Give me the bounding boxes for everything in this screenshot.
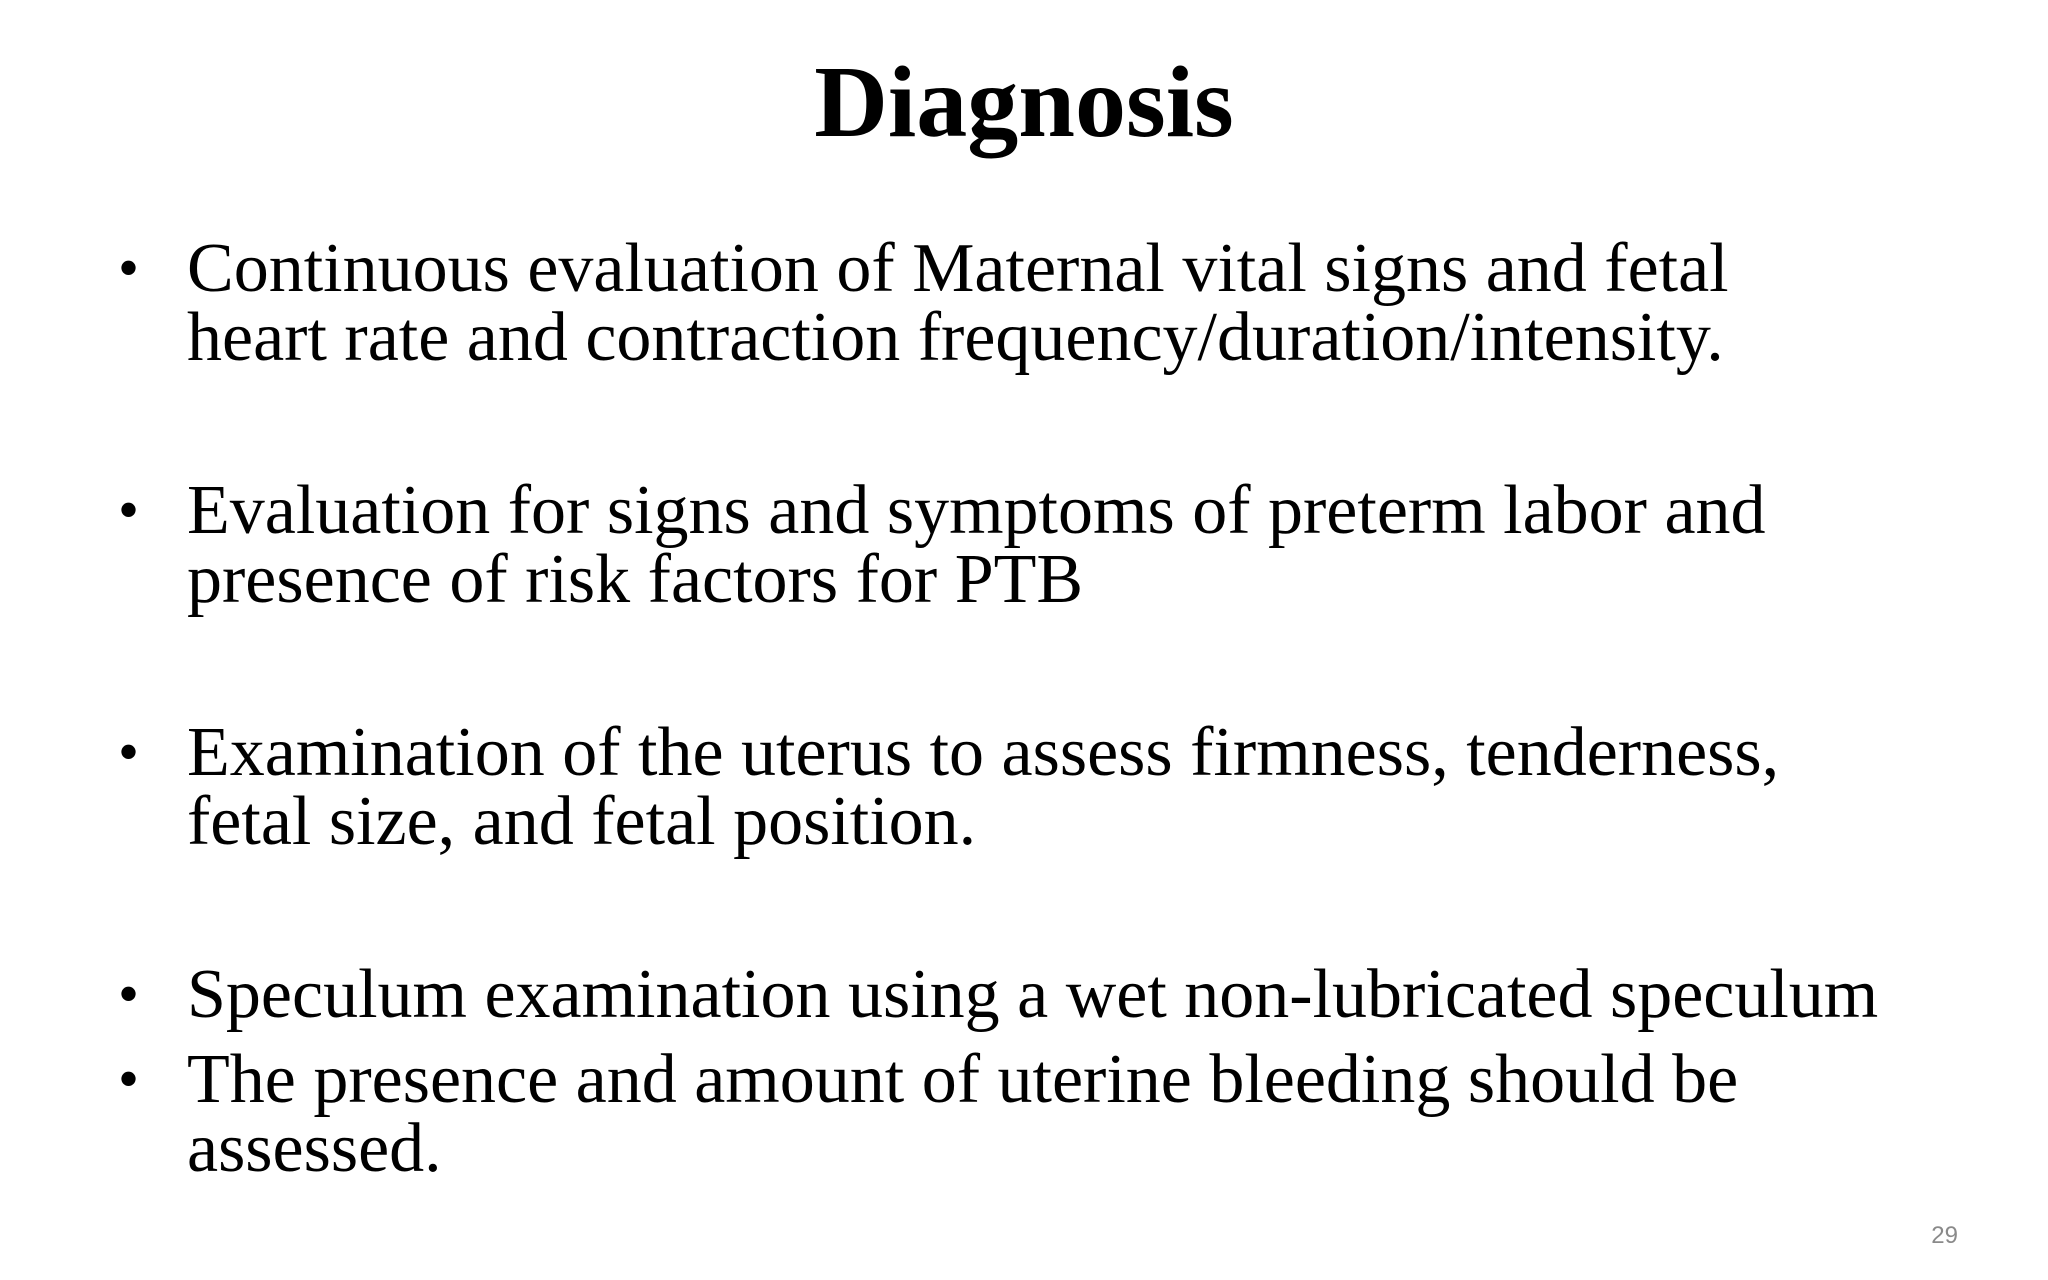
bullet-dot-icon: • — [118, 1046, 140, 1112]
bullet-dot-icon: • — [118, 719, 140, 785]
bullet-text: Examination of the uterus to assess firmness, tenderness, fetal size, and fetal position. — [187, 714, 1780, 860]
bullet-item — [118, 472, 1958, 618]
bullet-text: Continuous evaluation of Maternal vital signs and fetal heart rate and contraction frequency/duration/intensity. — [187, 230, 1729, 376]
slide-title: Diagnosis — [814, 46, 1234, 159]
bullet-dot-icon: • — [118, 961, 140, 1027]
bullet-item — [118, 956, 1958, 1033]
bullet-dot-icon: • — [118, 235, 140, 301]
bullet-dot-icon: • — [118, 477, 140, 543]
bullet-item — [118, 230, 1958, 376]
bullet-item — [118, 1041, 1958, 1187]
bullet-text: Speculum examination using a wet non-lubricated speculum — [187, 956, 1879, 1033]
bullet-text: The presence and amount of uterine bleeding should be assessed. — [187, 1041, 1739, 1187]
page-number: 29 — [1931, 1222, 1958, 1249]
bullet-text: Evaluation for signs and symptoms of preterm labor and presence of risk factors for PTB — [187, 472, 1766, 618]
bullet-item — [118, 714, 1958, 860]
